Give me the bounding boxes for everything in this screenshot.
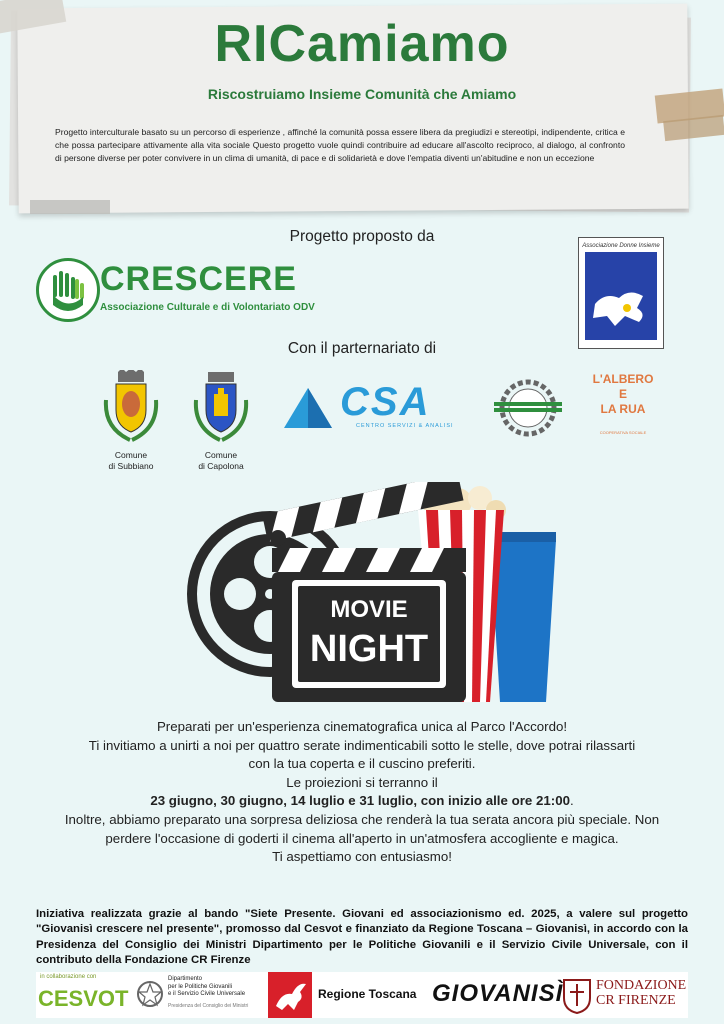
event-line-8: Ti aspettiamo con entusiasmo! (272, 849, 452, 865)
capolona-crest-icon (190, 370, 252, 446)
fondazione-line1: FONDAZIONE (596, 978, 687, 993)
event-line-7: perdere l'occasione di goderti il cinema all'aperto in un'atmosfera accogliente e magica. (105, 830, 619, 846)
partners-heading: Con il parternariato di (287, 340, 437, 357)
night-label: NIGHT (309, 628, 429, 670)
subbiano-crest-icon (100, 370, 162, 446)
event-line-6: Inoltre, abbiamo preparato una sorpresa deliziosa che renderà la tua serata ancora più speciale. Non (64, 811, 660, 827)
regione-toscana-pegasus-icon (268, 972, 312, 1018)
movie-night-graphic (186, 482, 556, 712)
project-description: Progetto interculturale basato su un percorso di esperienze , affinché la comunità possa essere libera da pregiudizi e stereotipi, indipendente, critica e che possa partecipare attivamente alla vita sociale Questo progetto vuole quindi contribuire ad educare all'ascolto reciproco, al dialogo, al confronto di persone diverse per poter convivere in un clima di umanità, di pace e di solidarietà e dove l'empatia diventi un'abitudine e non un eccezione (55, 127, 625, 163)
capolona-label-line1: Comune (204, 450, 238, 460)
page-title: RICamiamo (214, 15, 510, 73)
event-line-2: Ti invitiamo a unirti a noi per quattro serate indimenticabili sotto le stelle, dove potrai rilassarti (88, 737, 636, 753)
albero-subtitle: COOPERATIVA SOCIALE (599, 430, 647, 435)
fondazione-crest-icon (562, 976, 592, 1014)
event-description (40, 718, 684, 867)
dipartimento-logo (168, 976, 248, 1010)
crescere-subtitle: Associazione Culturale e di Volontariato ODV (100, 302, 315, 313)
albero-line1: L'ALBERO E (592, 372, 654, 401)
event-dates-end: . (569, 793, 574, 809)
tape-decoration (30, 200, 110, 214)
subbiano-label-line2: di Subbiano (108, 461, 154, 471)
proposer-heading: Progetto proposto da (289, 228, 435, 245)
event-line-3: con la tua coperta e il cuscino preferiti. (248, 756, 476, 772)
cesvot-collab-label: in collaborazione con (40, 974, 97, 980)
dip-line2: per le Politiche Giovanili (168, 983, 233, 990)
crescere-logo (36, 258, 356, 324)
event-dates-line (40, 792, 684, 811)
dip-line1: Dipartimento (168, 976, 203, 982)
donne-insieme-logo (578, 237, 664, 349)
albero-logo (590, 372, 656, 417)
dip-line3: e il Servizio Civile Universale (168, 991, 246, 997)
event-line-1: Preparati per un'esperienza cinematografica unica al Parco l'Accordo! (156, 719, 568, 734)
cooperative-gear-icon (490, 378, 566, 438)
albero-line2: LA RUA (600, 402, 646, 416)
event-dates: 23 giugno, 30 giugno, 14 luglio e 31 luglio, con inizio alle ore 21:00 (150, 793, 570, 809)
csa-triangle-icon (282, 386, 334, 430)
movie-label: MOVIE (330, 596, 408, 623)
donne-insieme-art (585, 252, 657, 340)
capolona-label-line2: di Capolona (198, 461, 244, 471)
hands-icon (36, 258, 100, 322)
subbiano-label-line1: Comune (114, 450, 148, 460)
capolona-label (188, 450, 254, 472)
page-subtitle: Riscostruiamo Insieme Comunità che Amiamo (207, 86, 517, 102)
fondazione-logo (596, 978, 686, 1008)
sponsor-logos-bar (36, 972, 688, 1018)
csa-subtitle: CENTRO SERVIZI & ANALISI (356, 423, 454, 429)
fondazione-line2: CR FIRENZE (596, 993, 676, 1008)
giovanisi-logo: GIOVANISÌ (432, 980, 564, 1007)
funding-notice: Iniziativa realizzata grazie al bando "Siete Presente. Giovani ed associazionismo ed. 2025, a valere sul progetto "Giovanisì crescere nel presente", promosso dal Cesvot e finanziato da Regione Toscana – Giovanisì, in accordo con la Presidenza del Consiglio dei Ministri Dipartimento per le Politiche Giovanili e il Servizio Civile Universale, con il contributo della Fondazione CR Firenze (36, 908, 688, 967)
crescere-name: CRESCERE (100, 260, 297, 298)
csa-name: CSA (340, 380, 431, 424)
event-line-4: Le proiezioni si terranno il (286, 774, 438, 790)
italian-emblem-icon (136, 978, 164, 1012)
subbiano-label (98, 450, 164, 472)
dip-line4: Presidenza del Consiglio dei Ministri (168, 1002, 249, 1009)
cesvot-logo: CESVOT (38, 986, 129, 1011)
donne-insieme-label: Associazione Donne Insieme (582, 243, 660, 249)
regione-toscana-label: Regione Toscana (318, 987, 417, 1001)
